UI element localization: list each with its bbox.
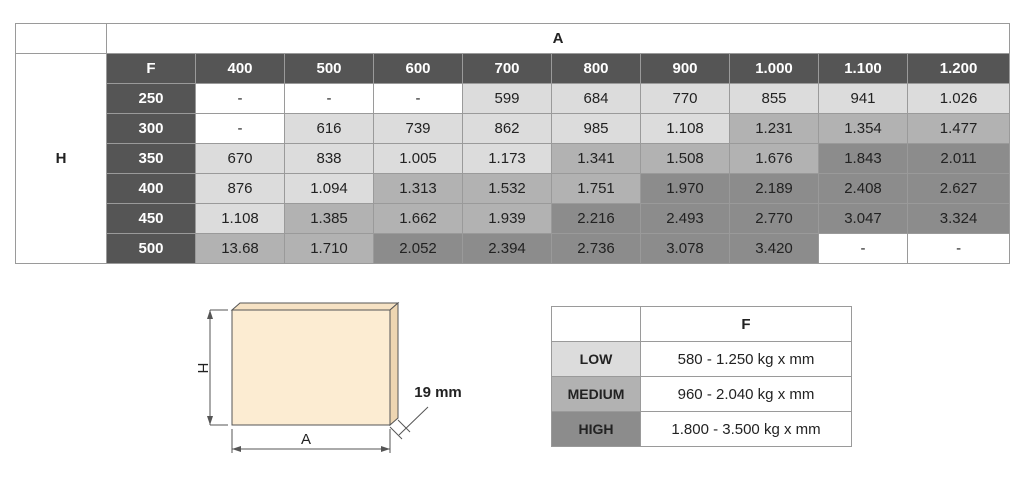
h-dimension-header: H [16,54,107,264]
table-cell: 670 [196,144,285,174]
table-cell: 2.052 [374,234,463,264]
table-cell: 985 [552,114,641,144]
table-cell: - [374,84,463,114]
table-cell: 2.408 [819,174,908,204]
table-cell: 3.047 [819,204,908,234]
table-cell: 1.385 [285,204,374,234]
table-row [16,84,1010,114]
legend-corner-cell [552,307,641,342]
legend-range-value: 580 - 1.250 kg x mm [641,342,852,377]
column-header-row [16,54,1010,84]
thickness-label: 19 mm [414,384,462,401]
table-cell: 2.394 [463,234,552,264]
a-header-row [16,24,1010,54]
table-cell: - [196,114,285,144]
table-cell: 876 [196,174,285,204]
column-header-a: 900 [641,54,730,84]
table-cell: 13.68 [196,234,285,264]
table-cell: 3.078 [641,234,730,264]
table-cell: 2.216 [552,204,641,234]
table-cell: 838 [285,144,374,174]
table-cell: 599 [463,84,552,114]
a-dimension-label: A [300,431,312,448]
legend-row [552,377,852,412]
table-cell: 2.627 [908,174,1010,204]
table-cell: 1.341 [552,144,641,174]
table-cell: 1.843 [819,144,908,174]
legend-level-label: LOW [552,342,641,377]
legend-header-row [552,307,852,342]
table-cell: 2.736 [552,234,641,264]
legend-row [552,342,852,377]
row-header-h: 500 [107,234,196,264]
row-header-h: 350 [107,144,196,174]
table-row [16,204,1010,234]
h-dimension-label: H [194,362,211,374]
table-cell: 855 [730,84,819,114]
table-cell: 770 [641,84,730,114]
table-cell: 1.710 [285,234,374,264]
load-table [15,23,1010,264]
column-header-a: 1.100 [819,54,908,84]
panel-top-face [232,303,398,310]
table-cell: 1.676 [730,144,819,174]
table-row [16,144,1010,174]
table-cell: 1.751 [552,174,641,204]
table-cell: 739 [374,114,463,144]
table-cell: 3.420 [730,234,819,264]
column-header-a: 1.200 [908,54,1010,84]
table-cell: - [196,84,285,114]
table-cell: 2.189 [730,174,819,204]
table-cell: 1.026 [908,84,1010,114]
table-cell: 1.231 [730,114,819,144]
table-cell: 1.662 [374,204,463,234]
table-row [16,114,1010,144]
table-cell: 1.970 [641,174,730,204]
table-cell: 1.108 [196,204,285,234]
table-cell: 1.532 [463,174,552,204]
panel-side-face [390,303,398,425]
table-cell: 941 [819,84,908,114]
table-cell: - [908,234,1010,264]
panel-front-face [232,310,390,425]
row-header-h: 300 [107,114,196,144]
a-dimension-header: A [107,24,1010,54]
panel-dimension-drawing [180,295,480,465]
corner-cell [16,24,107,54]
table-cell: 616 [285,114,374,144]
legend-level-label: MEDIUM [552,377,641,412]
table-cell: 1.094 [285,174,374,204]
table-cell: 3.324 [908,204,1010,234]
table-cell: 684 [552,84,641,114]
column-header-a: 1.000 [730,54,819,84]
table-cell: 1.354 [819,114,908,144]
table-cell: 1.108 [641,114,730,144]
table-cell: 2.011 [908,144,1010,174]
table-row [16,174,1010,204]
column-header-a: 700 [463,54,552,84]
table-cell: 1.508 [641,144,730,174]
column-header-a: 800 [552,54,641,84]
table-cell: 862 [463,114,552,144]
column-header-a: 400 [196,54,285,84]
force-legend-table [551,306,852,447]
legend-range-value: 1.800 - 3.500 kg x mm [641,412,852,447]
legend-range-value: 960 - 2.040 kg x mm [641,377,852,412]
table-cell: - [819,234,908,264]
column-header-a: 500 [285,54,374,84]
legend-row [552,412,852,447]
row-header-h: 400 [107,174,196,204]
table-cell: 2.493 [641,204,730,234]
column-header-a: 600 [374,54,463,84]
legend-f-header: F [641,307,852,342]
table-cell: 1.477 [908,114,1010,144]
table-cell: 2.770 [730,204,819,234]
row-header-h: 450 [107,204,196,234]
table-cell: - [285,84,374,114]
row-header-h: 250 [107,84,196,114]
table-cell: 1.939 [463,204,552,234]
table-row [16,234,1010,264]
table-cell: 1.005 [374,144,463,174]
table-cell: 1.313 [374,174,463,204]
table-cell: 1.173 [463,144,552,174]
f-column-header: F [107,54,196,84]
legend-level-label: HIGH [552,412,641,447]
thickness-leader-line [399,407,428,435]
